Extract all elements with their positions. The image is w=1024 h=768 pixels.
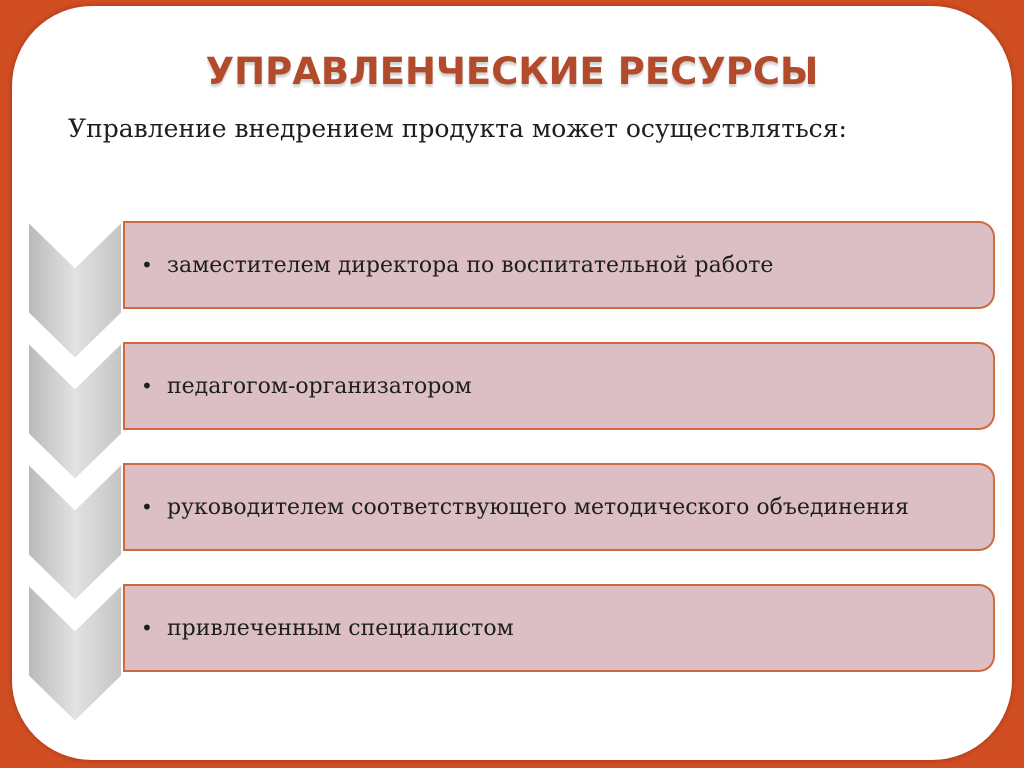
list-item — [123, 463, 995, 551]
list-item-text: привлеченным специалистом — [167, 615, 514, 641]
chevron-arrow-icon — [28, 584, 122, 724]
list-item — [123, 221, 995, 309]
chevron-arrow-icon — [28, 342, 122, 482]
bullet-icon: • — [141, 252, 153, 277]
chevron-arrow-icon — [28, 221, 122, 361]
chevron-arrow-icon — [28, 463, 122, 603]
list-item-text: руководителем соответствующего методического объединения — [167, 494, 909, 520]
bullet-icon: • — [141, 373, 153, 398]
list-item-text: педагогом-организатором — [167, 373, 472, 399]
slide-subtitle: Управление внедрением продукта может осуществляться: — [68, 114, 847, 143]
list-item-text: заместителем директора по воспитательной работе — [167, 252, 774, 278]
bullet-icon: • — [141, 615, 153, 640]
list-item — [123, 342, 995, 430]
bullet-icon: • — [141, 494, 153, 519]
list-item — [123, 584, 995, 672]
slide-title: УПРАВЛЕНЧЕСКИЕ РЕСУРСЫ — [205, 50, 819, 93]
